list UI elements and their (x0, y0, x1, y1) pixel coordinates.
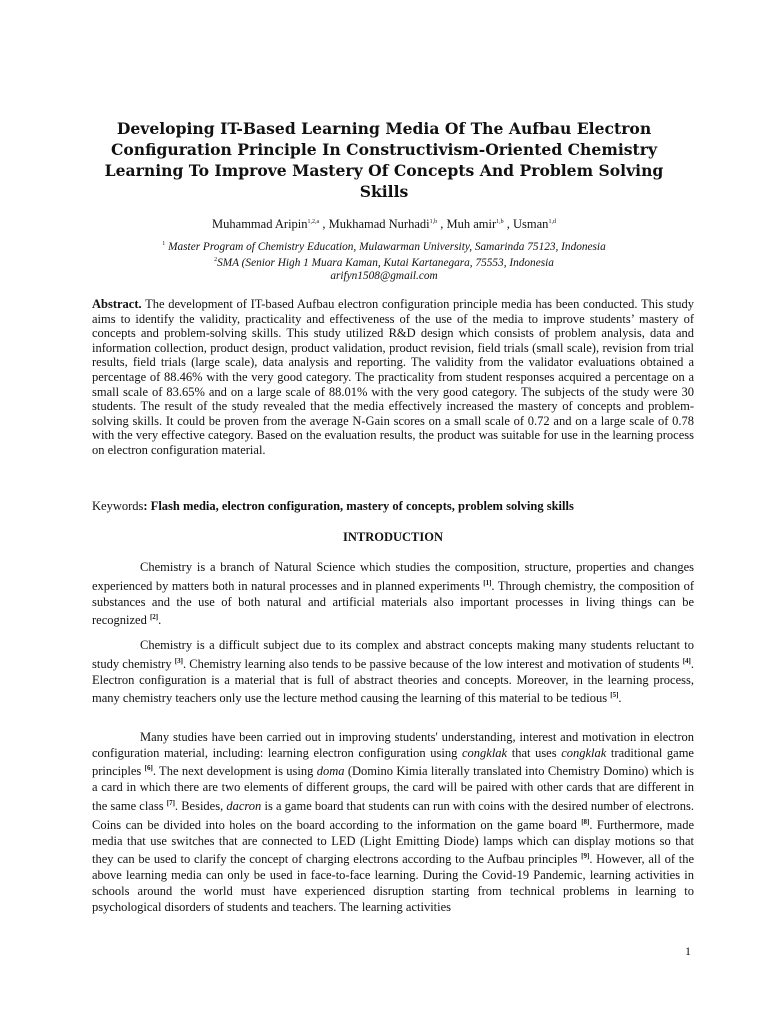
paragraph-text: . Besides, (174, 799, 227, 814)
citation: [1] (483, 578, 492, 587)
italic-term: congklak (461, 745, 508, 760)
citation: [4] (682, 656, 691, 665)
citation: [9] (581, 852, 590, 861)
paragraph-text: . Furthermore, made media that use switches that are connected to LED (Light Emitting Diode) lamps which can display motions so that they can be used to clarify the concept of charging electrons according to the Aufbau principles (92, 817, 694, 867)
affiliation-text: SMA (Senior High 1 Muara Kaman, Kutai Kartanegara, 75553, Indonesia (217, 256, 554, 269)
paragraph-text: that uses (507, 745, 562, 760)
author-separator: , (437, 217, 447, 232)
citation: [3] (174, 656, 183, 665)
author-affiliation-mark: 1,d (548, 219, 556, 225)
affiliations (90, 238, 678, 283)
author-list (90, 214, 678, 232)
italic-term: doma (316, 764, 345, 779)
paragraph-text: (Domino Kimia literally translated into Chemistry Domino) which is a card in which there are two elements of different groups, the card will be paired with other cards that are different in the same class (92, 764, 694, 814)
citation: [2] (149, 613, 159, 622)
paragraph-text: is a game board that students can run with coins with the desired number of electrons. Coins can be divided into holes on the board according to the information on the game board (92, 799, 694, 832)
intro-paragraph-1 (92, 560, 694, 629)
author-affiliation-mark: 1,b (496, 219, 504, 225)
paragraph-text: . (618, 691, 622, 706)
author-email[interactable]: arifyn1508@gmail.com (330, 269, 438, 282)
citation: [6] (144, 764, 153, 773)
citation: [5] (610, 691, 619, 700)
paragraph-text: Many studies have been carried out in improving students' understanding, interest and motivation in electron configuration material, including: learning electron configuration using (92, 730, 694, 760)
keywords-label: Keywords (92, 499, 144, 513)
paragraph-text: Chemistry is a difficult subject due to its complex and abstract concepts making many students reluctant to study chemistry (92, 638, 694, 671)
author-name: Muhammad Aripin (212, 217, 308, 232)
paragraph-text: Chemistry is a branch of Natural Science which studies the composition, structure, properties and changes experienced by matters both in natural processes and in planned experiments (92, 560, 694, 593)
italic-term: dacron (226, 799, 262, 814)
author-affiliation-mark: 1,b (429, 219, 438, 225)
author-name: Mukhamad Nurhadi (328, 217, 430, 232)
affiliation-mark: 2 (214, 256, 218, 263)
keywords-list: : Flash media, electron configuration, mastery of concepts, problem solving skills (143, 499, 574, 513)
affiliation-2 (90, 254, 678, 270)
citation: [7] (166, 798, 175, 807)
affiliation-1 (90, 238, 678, 254)
author-name: Usman (513, 217, 549, 232)
citation: [8] (581, 817, 590, 826)
author-affiliation-mark: 1,2,a (307, 219, 320, 225)
paragraph-text: . Electron configuration is a material that is full of abstract theories and concepts. Moreover, in the learning process, many chemistry teachers only use the lecture method causing the learning of this material to be tedious (92, 656, 694, 706)
intro-paragraph-2 (92, 638, 694, 707)
paragraph-text: . (158, 613, 162, 628)
italic-term: congklak (561, 745, 607, 760)
intro-paragraph-3 (92, 730, 694, 915)
author-name: Muh amir (446, 217, 497, 232)
author-separator: , (319, 217, 329, 232)
paragraph-text: . The next development is using (152, 764, 317, 779)
page-number: 1 (685, 944, 691, 958)
paragraph-text: traditional game principles (92, 745, 694, 779)
keywords (92, 499, 694, 514)
author-separator: , (503, 217, 514, 232)
paper-title: Developing IT-Based Learning Media Of The Aufbau Electron Configuration Principle In Constructivism-Oriented Chemistry Learning To Improve Mastery Of Concepts And Problem Solving Skills (104, 119, 664, 201)
abstract-text: The development of IT-based Aufbau electron configuration principle media has been conducted. This study aims to identify the validity, practicality and effectiveness of the use of the media to improve students’ mastery of concepts and problem-solving skills. This study utilized R&D design which consists of problem analysis, data and information collection, product design, product validation, product revision, field trials (small scale), revision from trial results, field trials (large scale), data analysis and reporting. The validity from the validator evaluations obtained a percentage of 88.46% with the very good category. The practicality from student responses acquired a percentage on a small scale of 83.65% and on a large scale of 88.01% with the very good category. The subjects of the study were 30 students. The result of the study revealed that the media effectively increased the mastery of concepts and problem-solving skills. It could be proven from the average N-Gain scores on a small scale of 0.72 and on a large scale of 0.78 with the very effective category. Based on the evaluation results, the product was suitable for use in the learning process on electron configuration material. (92, 297, 694, 457)
paragraph-text: . Chemistry learning also tends to be passive because of the low interest and motivation of students (182, 656, 683, 671)
abstract-label: Abstract. (92, 297, 142, 311)
affiliation-text: Master Program of Chemistry Education, Mulawarman University, Samarinda 75123, Indonesia (168, 240, 606, 253)
paragraph-text: . However, all of the above learning media can only be used in face-to-face learning. During the Covid-19 Pandemic, learning activities in schools around the world must have experienced disruption starting from technical problems in learning to psychological disorders of students and teachers. The learning activities (92, 852, 694, 914)
abstract (92, 297, 694, 458)
paragraph-text: . Through chemistry, the composition of substances and the use of both natural and artificial materials also important processes in living things can be recognized (92, 578, 695, 628)
section-heading: INTRODUCTION (342, 530, 443, 544)
affiliation-mark: 1 (162, 241, 166, 247)
